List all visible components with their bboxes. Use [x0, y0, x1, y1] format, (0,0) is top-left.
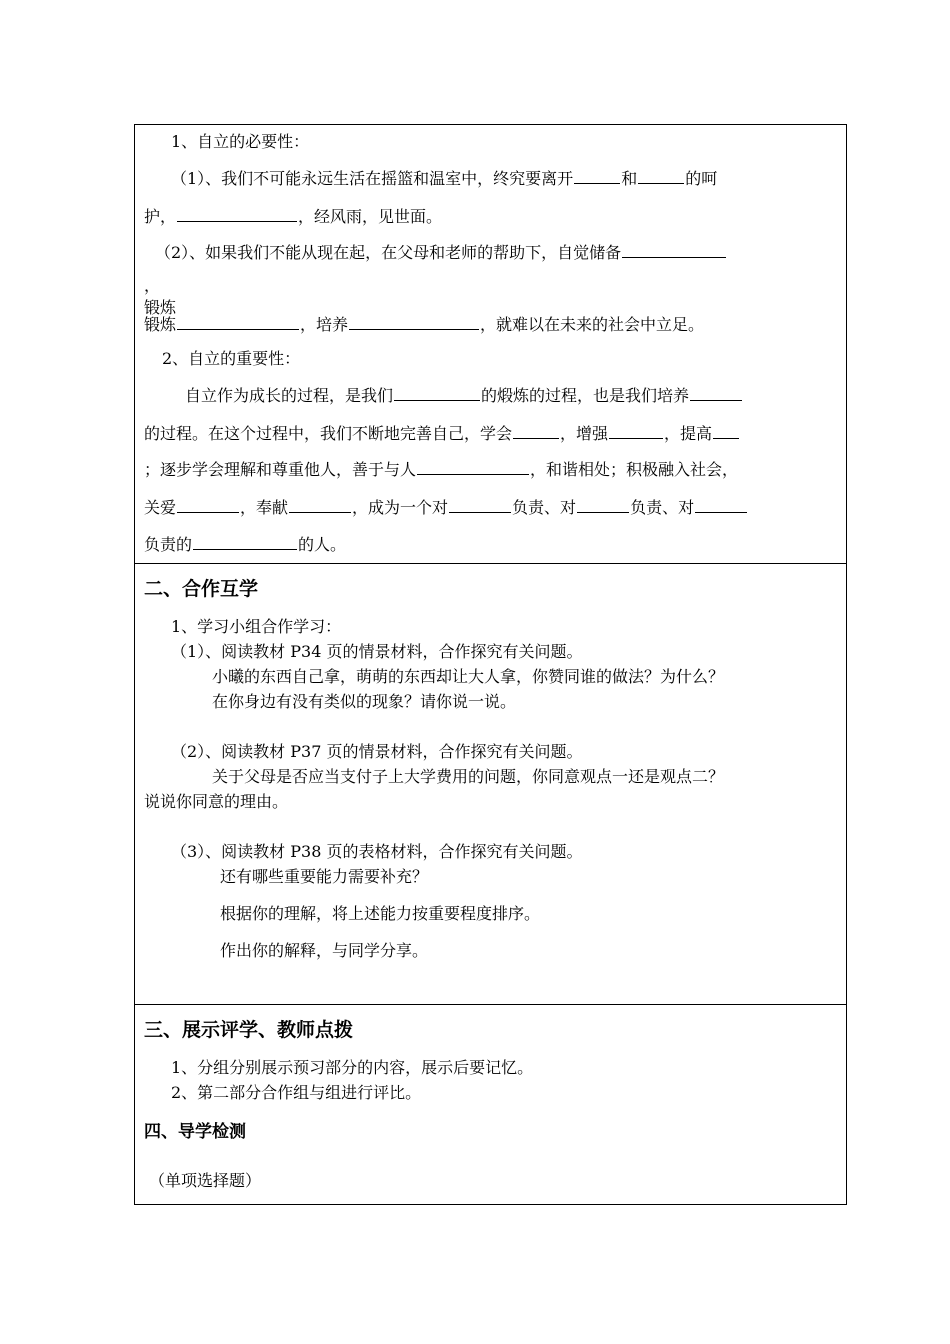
necessity-title: 1、自立的必要性： [171, 132, 310, 151]
necessity-item-1-line-2: 护， ，经风雨，见世面。 [144, 207, 443, 226]
blank[interactable] [695, 496, 747, 513]
task-1-title: （1）、阅读教材 P34 页的情景材料，合作探究有关问题。 [171, 642, 583, 661]
section-heading-test: 四、导学检测 [144, 1122, 246, 1142]
presentation-item-2: 2、第二部分合作组与组进行评比。 [171, 1083, 422, 1102]
blank[interactable] [638, 167, 684, 184]
blank[interactable] [417, 458, 529, 475]
necessity-item-2-line-3: 锻炼 ，培养 ，就难以在未来的社会中立足。 [144, 315, 705, 334]
blank[interactable] [349, 313, 479, 330]
necessity-item-2-comma: ， [144, 276, 161, 295]
importance-title: 2、自立的重要性： [162, 349, 301, 368]
blank[interactable] [713, 422, 739, 439]
section-heading-presentation: 三、展示评学、教师点拨 [144, 1019, 354, 1041]
blank[interactable] [289, 496, 351, 513]
importance-line-5: 负责的 的人。 [144, 535, 347, 554]
blank[interactable] [449, 496, 511, 513]
group-study-title: 1、学习小组合作学习： [171, 617, 342, 636]
task-3-question-2: 根据你的理解，将上述能力按重要程度排序。 [220, 904, 541, 923]
importance-line-1: 自立作为成长的过程，是我们 的煅炼的过程，也是我们培养 [185, 384, 743, 406]
task-2-question-2: 说说你同意的理由。 [144, 792, 289, 811]
cell-cooperative-learning [134, 564, 847, 1005]
section-heading-cooperative: 二、合作互学 [144, 578, 259, 600]
task-1-question-2: 在你身边有没有类似的现象？请你说一说。 [212, 692, 517, 711]
cell-presentation-and-test [134, 1005, 847, 1205]
blank[interactable] [622, 241, 726, 258]
presentation-item-1: 1、分组分别展示预习部分的内容，展示后要记忆。 [171, 1058, 534, 1077]
single-choice-label: （单项选择题） [149, 1171, 262, 1190]
blank[interactable] [513, 422, 559, 439]
task-3-title: （3）、阅读教材 P38 页的表格材料，合作探究有关问题。 [171, 842, 583, 861]
blank[interactable] [574, 167, 620, 184]
blank[interactable] [193, 533, 297, 550]
blank[interactable] [177, 313, 299, 330]
importance-line-2: 的过程。在这个过程中，我们不断地完善自己，学会 ，增强 ，提高 [144, 422, 740, 444]
importance-line-4: 关爱 ，奉献 ，成为一个对 负责、对 负责、对 [144, 496, 748, 518]
task-1-question-1: 小曦的东西自己拿，萌萌的东西却让大人拿，你赞同谁的做法？为什么？ [212, 667, 725, 686]
blank[interactable] [609, 422, 663, 439]
cell-self-reliance [134, 124, 847, 564]
necessity-item-1-line-1: （1）、我们不可能永远生活在摇篮和温室中，终究要离开 和 的呵 [171, 169, 718, 188]
importance-line-3: ；逐步学会理解和尊重他人，善于与人 ，和谐相处；积极融入社会， [144, 460, 739, 479]
blank[interactable] [177, 205, 297, 222]
blank[interactable] [394, 384, 480, 401]
necessity-item-2-line-1: （2）、如果我们不能从现在起，在父母和老师的帮助下，自觉储备 [155, 241, 727, 263]
necessity-item-2-line-2: 锻炼 [144, 298, 177, 317]
task-2-question-1: 关于父母是否应当支付子上大学费用的问题，你同意观点一还是观点二？ [212, 767, 725, 786]
task-3-question-1: 还有哪些重要能力需要补充？ [220, 867, 429, 886]
task-3-question-3: 作出你的解释，与同学分享。 [220, 941, 429, 960]
blank[interactable] [690, 384, 742, 401]
blank[interactable] [577, 496, 629, 513]
task-2-title: （2）、阅读教材 P37 页的情景材料，合作探究有关问题。 [171, 742, 583, 761]
blank[interactable] [177, 496, 239, 513]
worksheet-table [134, 124, 847, 1205]
